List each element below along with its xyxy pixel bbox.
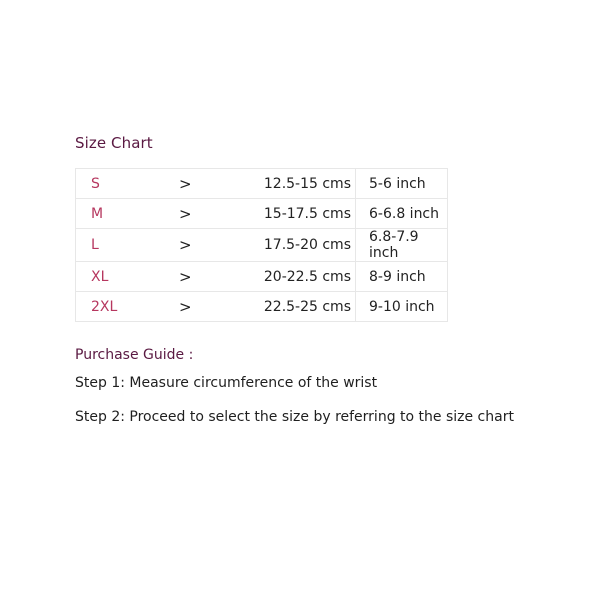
cms-range: 17.5-20 cms <box>247 229 356 262</box>
chevron-right-icon: > <box>179 292 247 322</box>
table-row <box>76 262 448 292</box>
chevron-right-icon: > <box>179 169 247 199</box>
size-label: L <box>76 229 180 262</box>
inch-range: 5-6 inch <box>356 169 448 199</box>
size-label: XL <box>76 262 180 292</box>
size-chart-title: Size Chart <box>75 134 153 152</box>
cms-range: 12.5-15 cms <box>247 169 356 199</box>
table-row <box>76 199 448 229</box>
inch-range: 9-10 inch <box>356 292 448 322</box>
table-row <box>76 229 448 262</box>
inch-range: 6.8-7.9 inch <box>356 229 448 262</box>
table-row <box>76 292 448 322</box>
cms-range: 15-17.5 cms <box>247 199 356 229</box>
table-row <box>76 169 448 199</box>
size-label: M <box>76 199 180 229</box>
purchase-guide-title: Purchase Guide : <box>75 347 194 363</box>
inch-range: 6-6.8 inch <box>356 199 448 229</box>
chevron-right-icon: > <box>179 199 247 229</box>
cms-range: 22.5-25 cms <box>247 292 356 322</box>
size-label: S <box>76 169 180 199</box>
purchase-step-2: Step 2: Proceed to select the size by referring to the size chart <box>75 409 514 425</box>
size-label: 2XL <box>76 292 180 322</box>
inch-range: 8-9 inch <box>356 262 448 292</box>
cms-range: 20-22.5 cms <box>247 262 356 292</box>
chevron-right-icon: > <box>179 262 247 292</box>
size-chart-table <box>75 168 448 322</box>
purchase-step-1: Step 1: Measure circumference of the wrist <box>75 375 378 391</box>
chevron-right-icon: > <box>179 229 247 262</box>
